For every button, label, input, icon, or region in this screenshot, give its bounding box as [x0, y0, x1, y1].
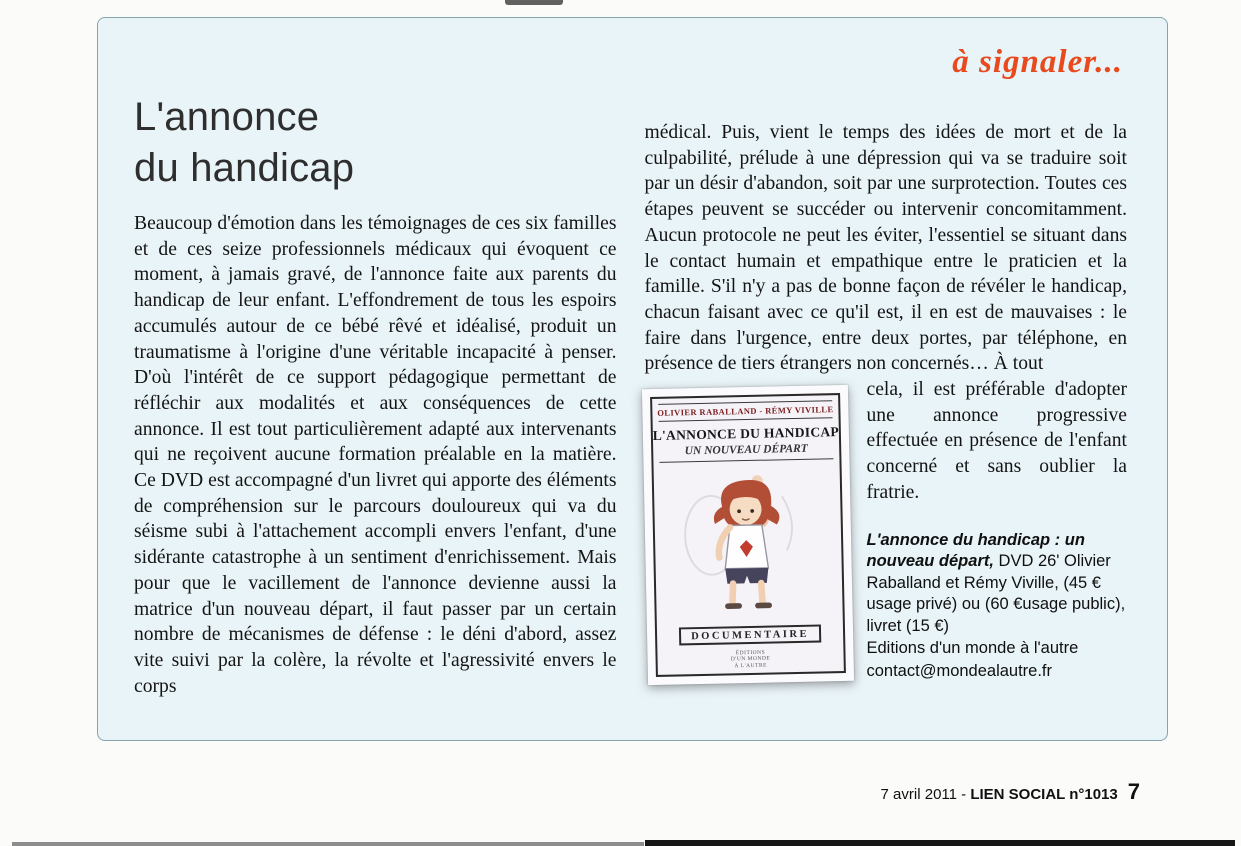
column-left	[134, 92, 617, 699]
article-title-line2: du handicap	[134, 146, 355, 190]
column-right	[645, 92, 1128, 699]
body-text-beside-image: cela, il est préférable d'adopter une annonce progressive effectuée en présence de l'enfant concerné et sans oublier la fratrie.	[866, 379, 1127, 503]
page-footer	[881, 779, 1140, 805]
body-text-right: médical. Puis, vient le temps des idées de mort et de la culpabilité, prélude à une dépression qui va se traduire soit par un désir d'abandon, soit par une surprotection. Toutes ces étapes peuvent se succéder ou intervenir concomitamment. Aucun protocole ne peut les éviter, l'essentiel se situant dans le contact humain et empathique entre le praticien et la famille. S'il n'y a pas de bonne façon de révéler le handicap, chacun faisant avec ce qu'il est, il en est de mauvaises : le faire dans l'urgence, entre deux portes, par téléphone, en présence de tiers étrangers non concernés… À tout	[644, 122, 1127, 375]
scan-artifact-bottom-left	[12, 842, 644, 846]
footer-journal: LIEN SOCIAL n°1013	[970, 786, 1118, 803]
article-title-line1: L'annonce	[134, 95, 320, 139]
dvd-subtitle: UN NOUVEAU DÉPART	[684, 442, 808, 458]
child-illustration	[659, 459, 836, 624]
dvd-genre-label: DOCUMENTAIRE	[678, 624, 820, 645]
dvd-publisher-logo	[730, 649, 770, 669]
dvd-cover	[650, 393, 846, 677]
dvd-authors: OLIVIER RABALLAND - RÉMY VIVILLE	[656, 404, 834, 418]
caption-title: L'annonce du handicap : un nouveau départ,	[866, 530, 1085, 571]
scan-artifact-top	[505, 0, 563, 5]
footer-page-number: 7	[1127, 779, 1140, 804]
footer-date: 7 avril 2011 -	[880, 786, 971, 803]
dvd-cover-photo	[641, 385, 853, 685]
dvd-rule	[658, 417, 832, 422]
dvd-publisher-line: D'UN MONDE	[730, 655, 770, 663]
section-label: à signaler...	[952, 44, 1123, 80]
dvd-publisher-line: À L'AUTRE	[733, 662, 767, 669]
caption-details: DVD 26' Olivier Raballand et Rémy Viville, (45 € usage privé) ou (60 €usage public), livret (15 €)	[866, 552, 1126, 635]
scan-artifact-bottom-right	[645, 840, 1235, 846]
article-columns	[134, 92, 1127, 699]
dvd-title: L'ANNONCE DU HANDICAP	[652, 424, 839, 444]
caption-contact: contact@mondealautre.fr	[866, 661, 1053, 680]
article-panel	[97, 17, 1168, 741]
article-title	[134, 92, 617, 194]
body-text-left: Beaucoup d'émotion dans les témoignages de ces six familles et de ces seize professionnels médicaux qui évoquent ce moment, à jamais gravé, de l'annonce faite aux parents du handicap de leur enfant. L'effondrement de tous les espoirs accumulés autour de ce bébé rêvé et idéalisé, produit un traumatisme à l'origine d'une véritable incapacité à penser. D'où l'intérêt de ce support pédagogique permettant de réfléchir aux modalités et aux conséquences de cette annonce. Il est tout particulièrement adapté aux intervenants qui ne reçoivent aucune formation préalable en la matière. Ce DVD est accompagné d'un livret qui apporte des éléments de compréhension sur le parcours douloureux qui va du séisme subi à l'attachement accompli envers l'enfant, d'une sidérante catastrophe à un sentiment d'enrichissement. Mais pour que le vacillement de l'annonce devienne aussi la matrice d'un nouveau départ, il faut passer par un certain nombre de mécanismes de défense : le déni d'abord, assez vite suivi par la colère, la révolte et l'agressivité envers le corps	[134, 213, 617, 697]
dvd-publisher-line: ÉDITIONS	[735, 649, 765, 656]
caption-publisher: Editions d'un monde à l'autre	[866, 639, 1079, 658]
